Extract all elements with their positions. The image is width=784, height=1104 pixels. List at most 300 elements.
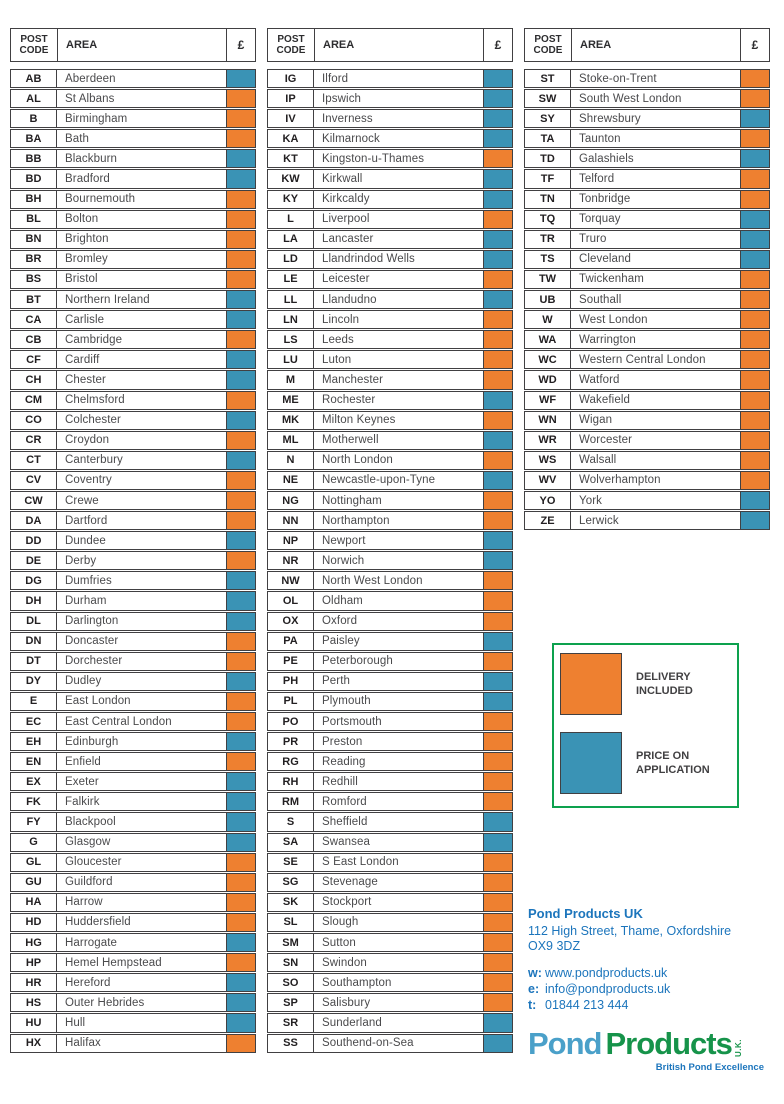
- table-row: [267, 551, 513, 570]
- area-cell: Paisley: [322, 635, 360, 648]
- postcode-cell: PL: [268, 693, 314, 710]
- table-row: [524, 391, 770, 410]
- price-status-cell-included: [226, 251, 255, 268]
- price-status-cell-poa: [226, 1014, 255, 1031]
- table-row: [10, 732, 256, 751]
- postcode-cell: BS: [11, 271, 57, 288]
- area-cell: Sheffield: [322, 816, 368, 829]
- postcode-cell: CH: [11, 371, 57, 388]
- area-cell: Harrogate: [65, 936, 118, 949]
- area-cell: Northampton: [322, 514, 390, 527]
- table-row: [10, 531, 256, 550]
- area-cell: Hereford: [65, 976, 111, 989]
- area-column-header: AREA: [572, 29, 741, 61]
- area-cell: Swansea: [322, 836, 371, 849]
- table-row: [524, 89, 770, 108]
- price-status-cell-included: [483, 914, 512, 931]
- table-row: [267, 169, 513, 188]
- area-cell: Northern Ireland: [65, 293, 150, 306]
- postcode-cell: WR: [525, 432, 571, 449]
- area-cell: Truro: [579, 233, 607, 246]
- price-status-cell-poa: [483, 392, 512, 409]
- price-status-cell-poa: [740, 492, 769, 509]
- postcode-cell: SL: [268, 914, 314, 931]
- table-header: [267, 28, 513, 62]
- table-row: [267, 833, 513, 852]
- table-row: [10, 752, 256, 771]
- postcode-cell: PO: [268, 713, 314, 730]
- table-row: [10, 571, 256, 590]
- price-status-cell-poa: [226, 592, 255, 609]
- area-cell: Manchester: [322, 373, 384, 386]
- postcode-cell: SM: [268, 934, 314, 951]
- area-cell: Motherwell: [322, 434, 379, 447]
- area-cell: Telford: [579, 173, 615, 186]
- table-row: [267, 632, 513, 651]
- area-cell: Aberdeen: [65, 72, 116, 85]
- price-status-cell-included: [226, 231, 255, 248]
- logo-wordmark: [528, 1026, 764, 1062]
- price-status-cell-included: [226, 693, 255, 710]
- area-cell: Newcastle-upon-Tyne: [322, 474, 436, 487]
- area-cell: Blackpool: [65, 816, 116, 829]
- postcode-cell: CV: [11, 472, 57, 489]
- price-status-cell-poa: [483, 633, 512, 650]
- area-cell: Southend-on-Sea: [322, 1037, 414, 1050]
- area-cell: Lincoln: [322, 313, 360, 326]
- price-status-cell-included: [483, 874, 512, 891]
- postcode-cell: HU: [11, 1014, 57, 1031]
- price-status-cell-poa: [226, 572, 255, 589]
- price-status-cell-included: [483, 492, 512, 509]
- postcode-cell: SK: [268, 894, 314, 911]
- area-cell: Dumfries: [65, 574, 112, 587]
- postcode-cell: EX: [11, 773, 57, 790]
- table-row: [267, 129, 513, 148]
- area-cell: Guildford: [65, 876, 113, 889]
- table-row: [267, 1034, 513, 1053]
- table-row: [267, 149, 513, 168]
- postcode-cell: B: [11, 110, 57, 127]
- table-row: [267, 109, 513, 128]
- area-cell: Lancaster: [322, 233, 374, 246]
- table-row: [10, 149, 256, 168]
- area-cell: Hemel Hempstead: [65, 956, 162, 969]
- price-status-cell-poa: [740, 211, 769, 228]
- area-cell: Shrewsbury: [579, 112, 641, 125]
- area-cell: Huddersfield: [65, 916, 131, 929]
- table-row: [524, 431, 770, 450]
- price-status-cell-poa: [226, 673, 255, 690]
- table-row: [524, 169, 770, 188]
- price-status-cell-included: [483, 773, 512, 790]
- price-status-cell-included: [483, 934, 512, 951]
- area-cell: Swindon: [322, 956, 367, 969]
- area-cell: Ipswich: [322, 92, 362, 105]
- area-cell: North West London: [322, 574, 423, 587]
- price-status-cell-poa: [226, 351, 255, 368]
- area-cell: Romford: [322, 795, 367, 808]
- area-cell: Oxford: [322, 615, 358, 628]
- area-cell: Kirkcaldy: [322, 193, 370, 206]
- price-status-cell-included: [226, 894, 255, 911]
- table-row: [267, 89, 513, 108]
- area-cell: Darlington: [65, 615, 119, 628]
- area-cell: South West London: [579, 92, 682, 105]
- area-cell: Norwich: [322, 554, 365, 567]
- table-row: [267, 913, 513, 932]
- price-status-cell-included: [740, 392, 769, 409]
- postcode-cell: M: [268, 371, 314, 388]
- price-status-cell-included: [483, 753, 512, 770]
- table-row: [524, 350, 770, 369]
- footer: [528, 906, 778, 1073]
- price-status-cell-included: [483, 994, 512, 1011]
- postcode-cell: NE: [268, 472, 314, 489]
- area-cell: Perth: [322, 675, 350, 688]
- postcode-cell: HS: [11, 994, 57, 1011]
- table-body: [524, 69, 770, 530]
- table-row: [267, 752, 513, 771]
- area-cell: Warrington: [579, 333, 636, 346]
- table-row: [10, 1013, 256, 1032]
- postcode-cell: G: [11, 834, 57, 851]
- area-cell: Doncaster: [65, 635, 119, 648]
- postcode-cell: SG: [268, 874, 314, 891]
- postcode-cell: BD: [11, 170, 57, 187]
- postcode-cell: WD: [525, 371, 571, 388]
- price-status-cell-included: [226, 432, 255, 449]
- table-row: [10, 893, 256, 912]
- post-code-column-header: POST CODE: [268, 29, 315, 61]
- area-cell: Inverness: [322, 112, 373, 125]
- postcode-cell: ME: [268, 392, 314, 409]
- area-cell: Bournemouth: [65, 193, 136, 206]
- area-cell: Coventry: [65, 474, 112, 487]
- table-row: [267, 310, 513, 329]
- price-status-cell-included: [740, 271, 769, 288]
- area-cell: Croydon: [65, 434, 110, 447]
- area-cell: West London: [579, 313, 648, 326]
- price-status-cell-included: [226, 512, 255, 529]
- area-cell: Kingston-u-Thames: [322, 152, 425, 165]
- postcode-cell: PA: [268, 633, 314, 650]
- area-cell: Glasgow: [65, 836, 111, 849]
- price-status-cell-poa: [483, 693, 512, 710]
- price-status-cell-poa: [483, 110, 512, 127]
- area-cell: Milton Keynes: [322, 414, 396, 427]
- table-row: [10, 632, 256, 651]
- table-row: [267, 792, 513, 811]
- postcode-cell: LS: [268, 331, 314, 348]
- price-status-cell-poa: [483, 1014, 512, 1031]
- postcode-cell: HP: [11, 954, 57, 971]
- table-row: [524, 109, 770, 128]
- postcode-cell: DT: [11, 653, 57, 670]
- postcode-cell: NW: [268, 572, 314, 589]
- price-status-cell-poa: [226, 311, 255, 328]
- price-status-cell-poa: [226, 793, 255, 810]
- table-row: [524, 270, 770, 289]
- area-cell: Dudley: [65, 675, 102, 688]
- postcode-cell: LD: [268, 251, 314, 268]
- price-status-cell-poa: [740, 231, 769, 248]
- table-row: [10, 692, 256, 711]
- area-cell: Llandudno: [322, 293, 377, 306]
- logo-pond-text: Pond: [528, 1025, 602, 1061]
- postcode-cell: UB: [525, 291, 571, 308]
- table-row: [267, 330, 513, 349]
- table-row: [524, 290, 770, 309]
- logo-tagline: British Pond Excellence: [655, 1061, 764, 1073]
- table-row: [524, 190, 770, 209]
- area-cell: Crewe: [65, 494, 99, 507]
- table-row: [524, 310, 770, 329]
- postcode-cell: WF: [525, 392, 571, 409]
- postcode-cell: E: [11, 693, 57, 710]
- table-row: [524, 330, 770, 349]
- price-status-cell-included: [483, 592, 512, 609]
- table-row: [10, 210, 256, 229]
- delivery-included-label: DELIVERY INCLUDED: [636, 670, 693, 697]
- postcode-cell: PH: [268, 673, 314, 690]
- price-status-cell-included: [483, 311, 512, 328]
- price-status-cell-poa: [740, 150, 769, 167]
- postcode-cell: AL: [11, 90, 57, 107]
- price-status-cell-included: [226, 753, 255, 770]
- price-status-cell-included: [740, 191, 769, 208]
- area-cell: Newport: [322, 534, 366, 547]
- postcode-cell: DG: [11, 572, 57, 589]
- table-row: [267, 531, 513, 550]
- area-cell: Rochester: [322, 394, 376, 407]
- table-row: [267, 953, 513, 972]
- table-row: [267, 511, 513, 530]
- area-cell: Blackburn: [65, 152, 118, 165]
- area-cell: Liverpool: [322, 213, 370, 226]
- postcode-cell: FY: [11, 813, 57, 830]
- area-cell: Luton: [322, 353, 352, 366]
- price-status-cell-included: [483, 150, 512, 167]
- postcode-cell: BL: [11, 211, 57, 228]
- price-status-cell-poa: [226, 452, 255, 469]
- table-row: [267, 270, 513, 289]
- price-status-cell-poa: [226, 150, 255, 167]
- price-status-cell-included: [740, 70, 769, 87]
- postcode-cell: WV: [525, 472, 571, 489]
- area-cell: Gloucester: [65, 856, 122, 869]
- table-row: [267, 210, 513, 229]
- price-status-cell-included: [740, 90, 769, 107]
- area-cell: Edinburgh: [65, 735, 119, 748]
- postcode-cell: SP: [268, 994, 314, 1011]
- pond-products-logo: [528, 1026, 764, 1073]
- postcode-cell: SO: [268, 974, 314, 991]
- table-row: [10, 471, 256, 490]
- area-cell: Outer Hebrides: [65, 996, 145, 1009]
- area-cell: Llandrindod Wells: [322, 253, 415, 266]
- area-cell: Bolton: [65, 213, 99, 226]
- postcode-cell: KT: [268, 150, 314, 167]
- area-cell: Brighton: [65, 233, 109, 246]
- postcode-cell: GL: [11, 854, 57, 871]
- table-row: [267, 993, 513, 1012]
- postcode-cell: W: [525, 311, 571, 328]
- area-cell: Lerwick: [579, 514, 619, 527]
- postcode-cell: NP: [268, 532, 314, 549]
- postcode-cell: WS: [525, 452, 571, 469]
- area-cell: Bromley: [65, 253, 108, 266]
- postcode-cell: TA: [525, 130, 571, 147]
- postcode-cell: DL: [11, 613, 57, 630]
- company-name: Pond Products UK: [528, 906, 643, 921]
- postcode-cell: IG: [268, 70, 314, 87]
- price-status-cell-poa: [483, 673, 512, 690]
- table-header: [10, 28, 256, 62]
- area-cell: Carlisle: [65, 313, 105, 326]
- table-row: [10, 1034, 256, 1053]
- price-status-cell-poa: [226, 813, 255, 830]
- price-status-cell-included: [226, 271, 255, 288]
- table-row: [10, 551, 256, 570]
- postcode-cell: WA: [525, 331, 571, 348]
- price-status-cell-included: [483, 512, 512, 529]
- price-status-cell-included: [483, 412, 512, 429]
- table-row: [267, 772, 513, 791]
- postcode-cell: TW: [525, 271, 571, 288]
- table-row: [10, 833, 256, 852]
- address-line-1: 112 High Street, Thame, Oxfordshire: [528, 924, 732, 938]
- area-cell: Worcester: [579, 434, 633, 447]
- price-status-cell-poa: [483, 90, 512, 107]
- table-row: [10, 873, 256, 892]
- area-cell: Plymouth: [322, 695, 371, 708]
- postcode-cell: OL: [268, 592, 314, 609]
- area-cell: Canterbury: [65, 454, 123, 467]
- price-status-cell-poa: [226, 994, 255, 1011]
- postcode-cell: BB: [11, 150, 57, 167]
- email-label: e:: [528, 981, 540, 996]
- table-row: [10, 612, 256, 631]
- table-row: [10, 511, 256, 530]
- price-status-cell-poa: [740, 512, 769, 529]
- postcode-cell: DN: [11, 633, 57, 650]
- price-status-cell-poa: [483, 251, 512, 268]
- price-status-cell-included: [740, 452, 769, 469]
- table-row: [524, 210, 770, 229]
- postcode-cell: PR: [268, 733, 314, 750]
- table-row: [267, 250, 513, 269]
- table-row: [267, 230, 513, 249]
- table-row: [10, 290, 256, 309]
- price-status-cell-poa: [226, 412, 255, 429]
- postcode-cell: EC: [11, 713, 57, 730]
- table-row: [267, 451, 513, 470]
- postcode-cell: CT: [11, 452, 57, 469]
- area-cell: Ilford: [322, 72, 349, 85]
- postcode-cell: DD: [11, 532, 57, 549]
- price-status-cell-poa: [483, 552, 512, 569]
- postcode-cell: SS: [268, 1035, 314, 1052]
- area-cell: Wakefield: [579, 394, 630, 407]
- price-status-cell-poa: [483, 291, 512, 308]
- area-cell: Bristol: [65, 273, 98, 286]
- price-status-cell-included: [226, 1035, 255, 1052]
- price-status-cell-poa: [483, 834, 512, 851]
- area-cell: Reading: [322, 755, 366, 768]
- area-cell: Kirkwall: [322, 173, 363, 186]
- table-row: [524, 451, 770, 470]
- table-header: [524, 28, 770, 62]
- area-cell: North London: [322, 454, 393, 467]
- table-row: [524, 511, 770, 530]
- price-status-cell-poa: [226, 170, 255, 187]
- area-cell: Birmingham: [65, 112, 128, 125]
- postcode-cell: IP: [268, 90, 314, 107]
- table-row: [267, 692, 513, 711]
- post-code-column-header: POST CODE: [525, 29, 572, 61]
- price-status-cell-included: [483, 733, 512, 750]
- price-status-cell-included: [740, 130, 769, 147]
- price-status-cell-included: [483, 954, 512, 971]
- email-value: info@pondproducts.uk: [545, 981, 671, 996]
- area-cell: Colchester: [65, 414, 121, 427]
- price-status-cell-poa: [740, 251, 769, 268]
- table-body: [10, 69, 256, 1053]
- website-value: www.pondproducts.uk: [545, 965, 668, 980]
- area-cell: Southampton: [322, 976, 392, 989]
- table-row: [10, 391, 256, 410]
- area-cell: Cleveland: [579, 253, 632, 266]
- table-row: [267, 571, 513, 590]
- postcode-cell: SR: [268, 1014, 314, 1031]
- table-row: [10, 270, 256, 289]
- price-status-cell-poa: [483, 70, 512, 87]
- price-status-cell-included: [226, 854, 255, 871]
- address-line-2: OX9 3DZ: [528, 939, 581, 954]
- price-column-header: £: [494, 38, 502, 52]
- price-status-cell-included: [740, 371, 769, 388]
- price-status-cell-poa: [483, 231, 512, 248]
- postcode-table-2: [267, 28, 513, 1054]
- price-status-cell-included: [226, 874, 255, 891]
- table-row: [267, 350, 513, 369]
- price-status-cell-included: [483, 371, 512, 388]
- area-cell: Leeds: [322, 333, 354, 346]
- price-status-cell-included: [740, 291, 769, 308]
- postcode-cell: CO: [11, 412, 57, 429]
- price-status-cell-poa: [226, 773, 255, 790]
- area-cell: Peterborough: [322, 655, 393, 668]
- table-body: [267, 69, 513, 1053]
- table-row: [267, 190, 513, 209]
- table-row: [524, 491, 770, 510]
- area-cell: Halifax: [65, 1037, 101, 1050]
- price-status-cell-included: [740, 331, 769, 348]
- postcode-cell: BA: [11, 130, 57, 147]
- area-cell: Galashiels: [579, 152, 634, 165]
- price-column-header: £: [237, 38, 245, 52]
- price-status-cell-included: [483, 211, 512, 228]
- area-column-header: AREA: [315, 29, 484, 61]
- postcode-cell: TD: [525, 150, 571, 167]
- postcode-cell: AB: [11, 70, 57, 87]
- postcode-cell: CM: [11, 392, 57, 409]
- table-row: [524, 129, 770, 148]
- table-row: [10, 431, 256, 450]
- legend: [552, 643, 739, 808]
- table-row: [10, 250, 256, 269]
